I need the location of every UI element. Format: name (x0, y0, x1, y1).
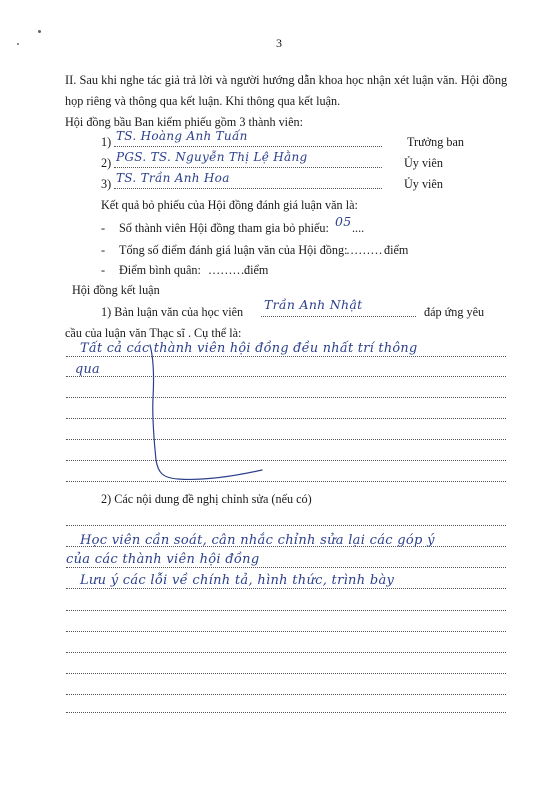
member-role: Ủy viên (404, 156, 443, 170)
member-number: 3) (101, 177, 112, 191)
section-intro-line-2: họp riêng và thông qua kết luận. Khi thông qua kết luận. (65, 94, 341, 108)
vote-bullet: - (101, 221, 106, 235)
vote-item-value: 05 (335, 214, 352, 229)
student-name-handwritten: Trần Anh Nhật (264, 297, 363, 312)
member-number: 2) (101, 156, 112, 170)
conclusion-1-suffix: đáp ứng yêu (424, 305, 485, 319)
member-role: Trưởng ban (407, 135, 464, 149)
vote-item-suffix: điểm (244, 263, 269, 277)
conclusion-1-prefix: 1) Bản luận văn của học viên (101, 305, 244, 319)
committee-intro: Hội đồng bầu Ban kiểm phiếu gồm 3 thành viên: (65, 115, 303, 129)
conclusion-2-handwritten-line: Học viên cần soát, cân nhắc chỉnh sửa lại các góp ý (80, 533, 435, 548)
conclusion-2-handwritten-line: của các thành viên hội đồng (66, 552, 260, 567)
conclusion-title: Hội đồng kết luận (72, 283, 160, 297)
conclusion-2-title: 2) Các nội dung đề nghị chỉnh sửa (nếu có) (101, 492, 312, 506)
vote-item-label: Số thành viên Hội đồng tham gia bỏ phiếu: (119, 221, 329, 235)
vote-item-label: Tổng số điểm đánh giá luận văn của Hội đồng: (119, 243, 348, 257)
vote-intro: Kết quả bỏ phiếu của Hội đồng đánh giá luận văn là: (101, 198, 358, 212)
member-name-handwritten: TS. Trần Anh Hoa (116, 171, 230, 185)
conclusion-1-line-2: cầu của luận văn Thạc sĩ . Cụ thể là: (65, 326, 242, 340)
member-role: Ủy viên (404, 177, 443, 191)
member-number: 1) (101, 135, 112, 149)
vote-bullet: - (101, 263, 106, 277)
conclusion-1-handwritten-line: Tất cả các thành viên hội đồng đều nhất trí thông (80, 341, 418, 356)
conclusion-2-handwritten-line: Lưu ý các lỗi về chính tả, hình thức, trình bày (80, 573, 395, 588)
vote-item-suffix: .... (352, 221, 365, 235)
section-intro-line-1: II. Sau khi nghe tác giả trả lời và người hướng dẫn khoa học nhận xét luận văn. Hội đồng (65, 73, 508, 87)
vote-item-label: Điểm bình quân: (119, 263, 201, 277)
page-number: 3 (276, 36, 282, 50)
conclusion-1-handwritten-line: qua (75, 362, 100, 377)
member-name-handwritten: TS. Hoàng Anh Tuấn (116, 129, 248, 143)
vote-bullet: - (101, 243, 106, 257)
vote-item-value: ……… (346, 243, 383, 257)
member-name-handwritten: PGS. TS. Nguyễn Thị Lệ Hằng (116, 150, 308, 164)
vote-item-suffix: điểm (384, 243, 409, 257)
vote-item-value: ………. (208, 263, 248, 277)
